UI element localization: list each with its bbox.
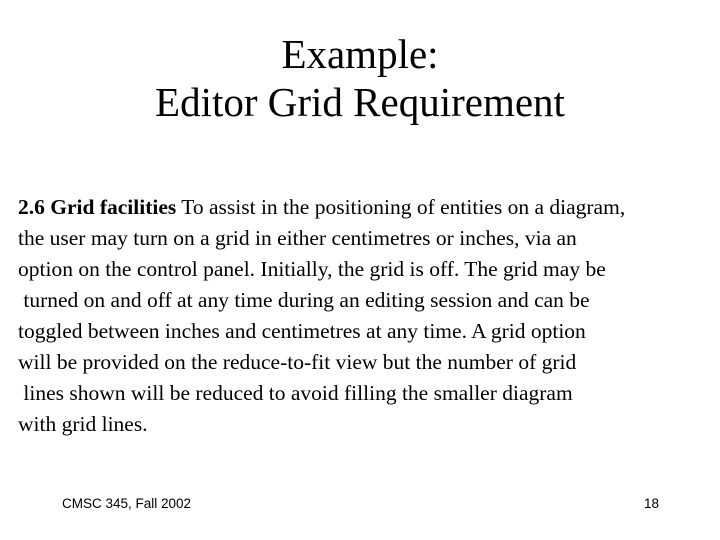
- body-line-5: toggled between inches and centimetres at any time. A grid option: [18, 319, 586, 343]
- body-line-1: [18, 192, 718, 223]
- body-line-7: lines shown will be reduced to avoid filling the smaller diagram: [18, 381, 573, 405]
- footer-page-number: 18: [643, 496, 659, 511]
- section-heading: 2.6 Grid facilities: [18, 195, 177, 219]
- slide-title: [0, 30, 720, 126]
- footer-course: CMSC 345, Fall 2002: [62, 496, 192, 511]
- body-line-1-text: To assist in the positioning of entities on a diagram,: [176, 195, 626, 219]
- body-line-2: the user may turn on a grid in either centimetres or inches, via an: [18, 226, 577, 250]
- body-line-6: will be provided on the reduce-to-fit view but the number of grid: [18, 350, 577, 374]
- body-line-4: turned on and off at any time during an editing session and can be: [18, 288, 590, 312]
- title-line-2: Editor Grid Requirement: [155, 79, 565, 125]
- body-line-8: with grid lines.: [18, 412, 148, 436]
- requirement-paragraph: [18, 192, 718, 440]
- body-line-3: option on the control panel. Initially, the grid is off. The grid may be: [18, 257, 606, 281]
- title-line-1: Example:: [281, 31, 439, 77]
